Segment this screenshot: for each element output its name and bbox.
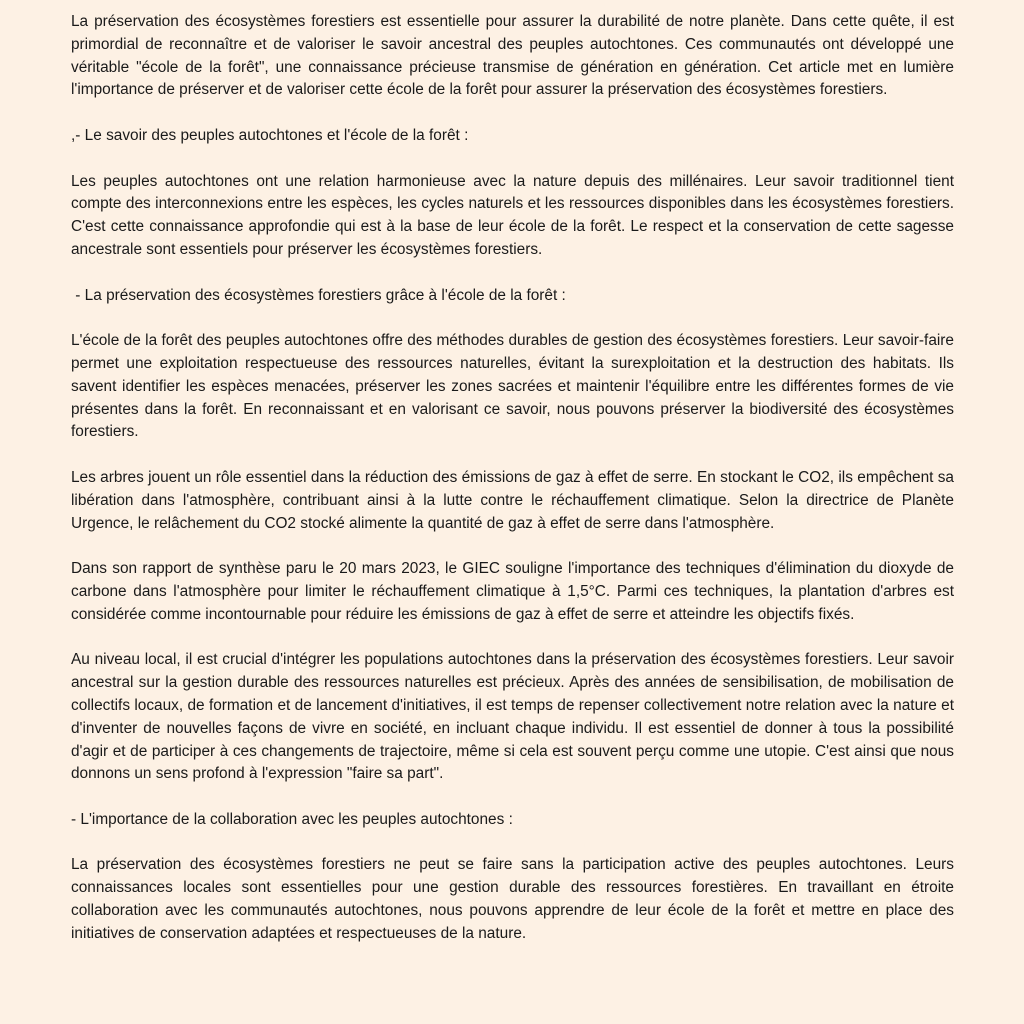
section-heading-preservation: - La préservation des écosystèmes forestiers grâce à l'école de la forêt : [71,286,566,304]
section-heading-savoir: ,- Le savoir des peuples autochtones et l'école de la forêt : [71,126,469,144]
savoir-paragraph: Les peuples autochtones ont une relation harmonieuse avec la nature depuis des millénaires. Leur savoir traditionnel tient compte des interconnexions entre les espèces, les cycles naturels et les ressources disponibles dans les écosystèmes forestiers. C'est cette connaissance approfondie qui est à la base de leur école de la forêt. Le respect et la conservation de cette sagesse ancestrale sont essentiels pour préserver les écosystèmes forestiers. [71,172,954,258]
niveau-local-paragraph: Au niveau local, il est crucial d'intégrer les populations autochtones dans la préservation des écosystèmes forestiers. Leur savoir ancestral sur la gestion durable des ressources naturelles est précieux. Après des années de sensibilisation, de mobilisation de collectifs locaux, de formation et de lancement d'initiatives, il est temps de repenser collectivement notre relation avec la nature et d'inventer de nouvelles façons de vivre en société, en incluant chaque individu. Il est essentiel de donner à tous la possibilité d'agir et de participer à ces changements de trajectoire, même si cela est souvent perçu comme une utopie. C'est ainsi que nous donnons un sens profond à l'expression "faire sa part". [71,651,954,783]
section-heading-collaboration: - L'importance de la collaboration avec les peuples autochtones : [71,810,513,828]
intro-paragraph: La préservation des écosystèmes forestiers est essentielle pour assurer la durabilité de notre planète. Dans cette quête, il est primordial de reconnaître et de valoriser le savoir ancestral des peuples autochtones. Ces communautés ont développé une véritable "école de la forêt", une connaissance précieuse transmise de génération en génération. Cet article met en lumière l'importance de préserver et de valoriser cette école de la forêt pour assurer la préservation des écosystèmes forestiers. [71,13,954,99]
methodes-paragraph: L'école de la forêt des peuples autochtones offre des méthodes durables de gestion des écosystèmes forestiers. Leur savoir-faire permet une exploitation respectueuse des ressources naturelles, évitant la surexploitation et la destruction des habitats. Ils savent identifier les espèces menacées, préserver les zones sacrées et maintenir l'équilibre entre les différentes formes de vie présentes dans la forêt. En reconnaissant et en valorisant ce savoir, nous pouvons préserver la biodiversité des écosystèmes forestiers. [71,332,954,441]
arbres-paragraph: Les arbres jouent un rôle essentiel dans la réduction des émissions de gaz à effet de serre. En stockant le CO2, ils empêchent sa libération dans l'atmosphère, contribuant ainsi à la lutte contre le réchauffement climatique. Selon la directrice de Planète Urgence, le relâchement du CO2 stocké alimente la quantité de gaz à effet de serre dans l'atmosphère. [71,468,954,532]
giec-paragraph: Dans son rapport de synthèse paru le 20 mars 2023, le GIEC souligne l'importance des techniques d'élimination du dioxyde de carbone dans l'atmosphère pour limiter le réchauffement climatique à 1,5°C. Parmi ces techniques, la plantation d'arbres est considérée comme incontournable pour réduire les émissions de gaz à effet de serre et atteindre les objectifs fixés. [71,560,954,623]
collaboration-paragraph: La préservation des écosystèmes forestiers ne peut se faire sans la participation active des peuples autochtones. Leurs connaissances locales sont essentielles pour une gestion durable des ressources forestières. En travaillant en étroite collaboration avec les communautés autochtones, nous pouvons apprendre de leur école de la forêt et mettre en place des initiatives de conservation adaptées et respectueuses de la nature. [71,856,954,942]
article-body [71,11,954,968]
